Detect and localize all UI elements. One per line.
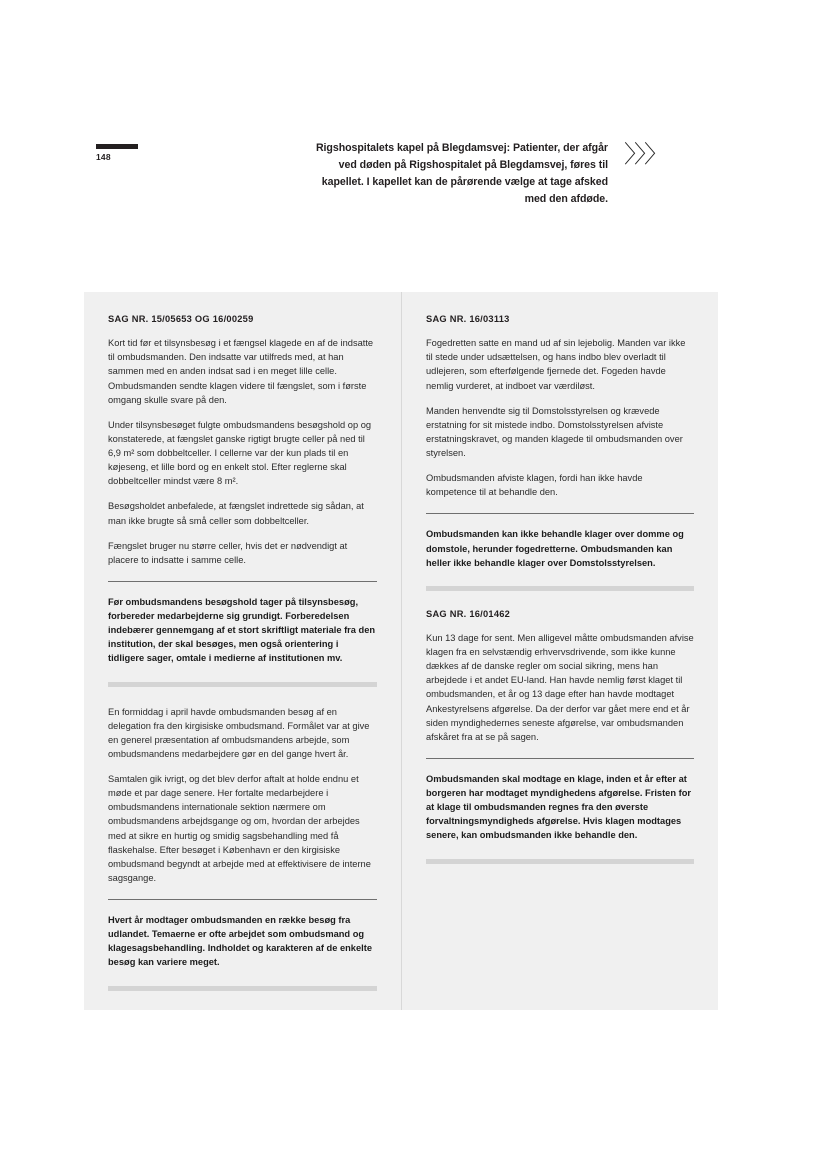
case-paragraph: Fængslet bruger nu større celler, hvis det er nødvendigt at placere to indsatte i samme celle. <box>108 540 348 565</box>
case-callout: Ombudsmanden skal modtage en klage, inden et år efter at borgeren har modtaget myndighedens afgørelse. Fristen for at klage til ombudsmanden regnes fra den øverste forvaltningsmyndigheds afgørelse. Hvis klagen modtages senere, kan ombudsmanden ikke behandle den. <box>426 773 692 841</box>
page-number: 148 <box>96 152 111 162</box>
section-divider <box>426 758 694 759</box>
case-paragraph: Kun 13 dage for sent. Men alligevel måtte ombudsmanden afvise klagen fra en selvstændig erhvervsdrivende, som ikke kunne dækkes af de danske regler om social sikring, mens han arbejdede i et andet EU-land. Han havde nemlig først klaget til ombudsmanden, et år og 13 dage efter han havde modtaget Ankestyrelsens afgørelse. Da der derfor var gået mere end et år siden myndighedernes seneste afgørelse, var ombudsmanden afskåret fra at se på sagen. <box>426 632 694 742</box>
section-bar <box>108 682 377 687</box>
folio-rule <box>96 144 138 149</box>
section-divider <box>426 513 694 514</box>
case-paragraph: Under tilsynsbesøget fulgte ombudsmandens besøgshold op og konstaterede, at fængslet ganske rigtigt brugte celler på ned til 6,9 m² som dobbeltceller. I cellerne var der kun plads til en køjeseng, et lille bord og en enkelt stol. Efter reglerne skal dobbeltceller mindst være 8 m². <box>108 419 372 487</box>
right-column <box>401 292 718 1010</box>
case-callout: Før ombudsmandens besøgshold tager på tilsynsbesøg, forbereder medarbejderne sig grundigt. Forberedelsen indebærer gennemgang af et stort skriftligt materiale fra den institution, der skal besøges, men også orientering i tidligere sager, omtale i medierne af institutionen mv. <box>108 596 376 664</box>
case-number-heading: SAG NR. 15/05653 OG 16/00259 <box>108 314 254 324</box>
section-bar <box>426 859 694 864</box>
case-number-heading: SAG NR. 16/03113 <box>426 314 510 324</box>
case-callout: Ombudsmanden kan ikke behandle klager over domme og domstole, herunder fogedretterne. Ombudsmanden kan heller ikke behandle klager over Domstolsstyrelsen. <box>426 529 684 568</box>
case-paragraph: En formiddag i april havde ombudsmanden besøg af en delegation fra den kirgisiske ombudsmand. Formålet var at give en generel præsentation af ombudsmandens arbejde, som ombudsmandens medarbejdere gør en del gange hvert år. <box>108 706 370 759</box>
case-number-heading: SAG NR. 16/01462 <box>426 608 511 619</box>
case-paragraph: Manden henvendte sig til Domstolsstyrelsen og krævede erstatning for sit mistede indbo. Domstolsstyrelsen afviste erstatningskravet, og manden klagede til ombudsmanden over styrelsen. <box>426 405 683 459</box>
case-paragraph: Besøgsholdet anbefalede, at fængslet indrettede sig sådan, at man ikke brugte så små celler som dobbeltceller. <box>108 501 364 526</box>
folio <box>96 144 186 162</box>
figure-caption: Rigshospitalets kapel på Blegdamsvej: Patienter, der afgår ved døden på Rigshospitalet på Blegdamsvej, føres til kapellet. I kapellet kan de pårørende vælge at tage afsked med den afdøde. <box>315 142 608 206</box>
case-paragraph: Fogedretten satte en mand ud af sin lejebolig. Manden var ikke til stede under udsættelsen, og hans indbo blev overladt til udlejeren, som efterfølgende fjernede det. Fogeden havde nemlig vurderet, at indboet var værdiløst. <box>426 338 686 391</box>
section-bar <box>426 586 694 591</box>
left-column <box>84 292 401 1010</box>
content-panel <box>84 292 718 1010</box>
chevron-right-icon: 〉〉〉 <box>624 140 666 168</box>
case-paragraph: Kort tid før et tilsynsbesøg i et fængsel klagede en af de indsatte til ombudsmanden. Den indsatte var utilfreds med, at han sammen med en anden indsat sad i en meget lille celle. Ombudsmanden sendte klagen videre til fængslet, som i første omgang skulle svare på den. <box>108 338 374 405</box>
section-divider <box>108 899 377 900</box>
section-divider <box>108 581 377 582</box>
case-paragraph: Samtalen gik ivrigt, og det blev derfor aftalt at holde endnu et møde et par dage senere. Her fortalte medarbejdere i ombudsmandens internationale sektion nærmere om ombudsmandens arbejdsgange og om, hvordan der arbejdes med at sikre en hurtig og smidig sagsbehandling med få flaskehalse. Efter besøget i København er den kirgisiske ombudsmand begyndt at arbejde med at effektivisere de interne sagsgange. <box>108 774 371 883</box>
running-head <box>0 140 828 220</box>
case-paragraph: Ombudsmanden afviste klagen, fordi han ikke havde kompetence til at behandle den. <box>426 473 643 498</box>
section-bar <box>108 986 377 991</box>
case-callout: Hvert år modtager ombudsmanden en række besøg fra udlandet. Temaerne er ofte arbejdet som ombudsmand og klagesagsbehandling. Indholdet og karakteren af de enkelte besøg kan variere meget. <box>108 915 372 968</box>
